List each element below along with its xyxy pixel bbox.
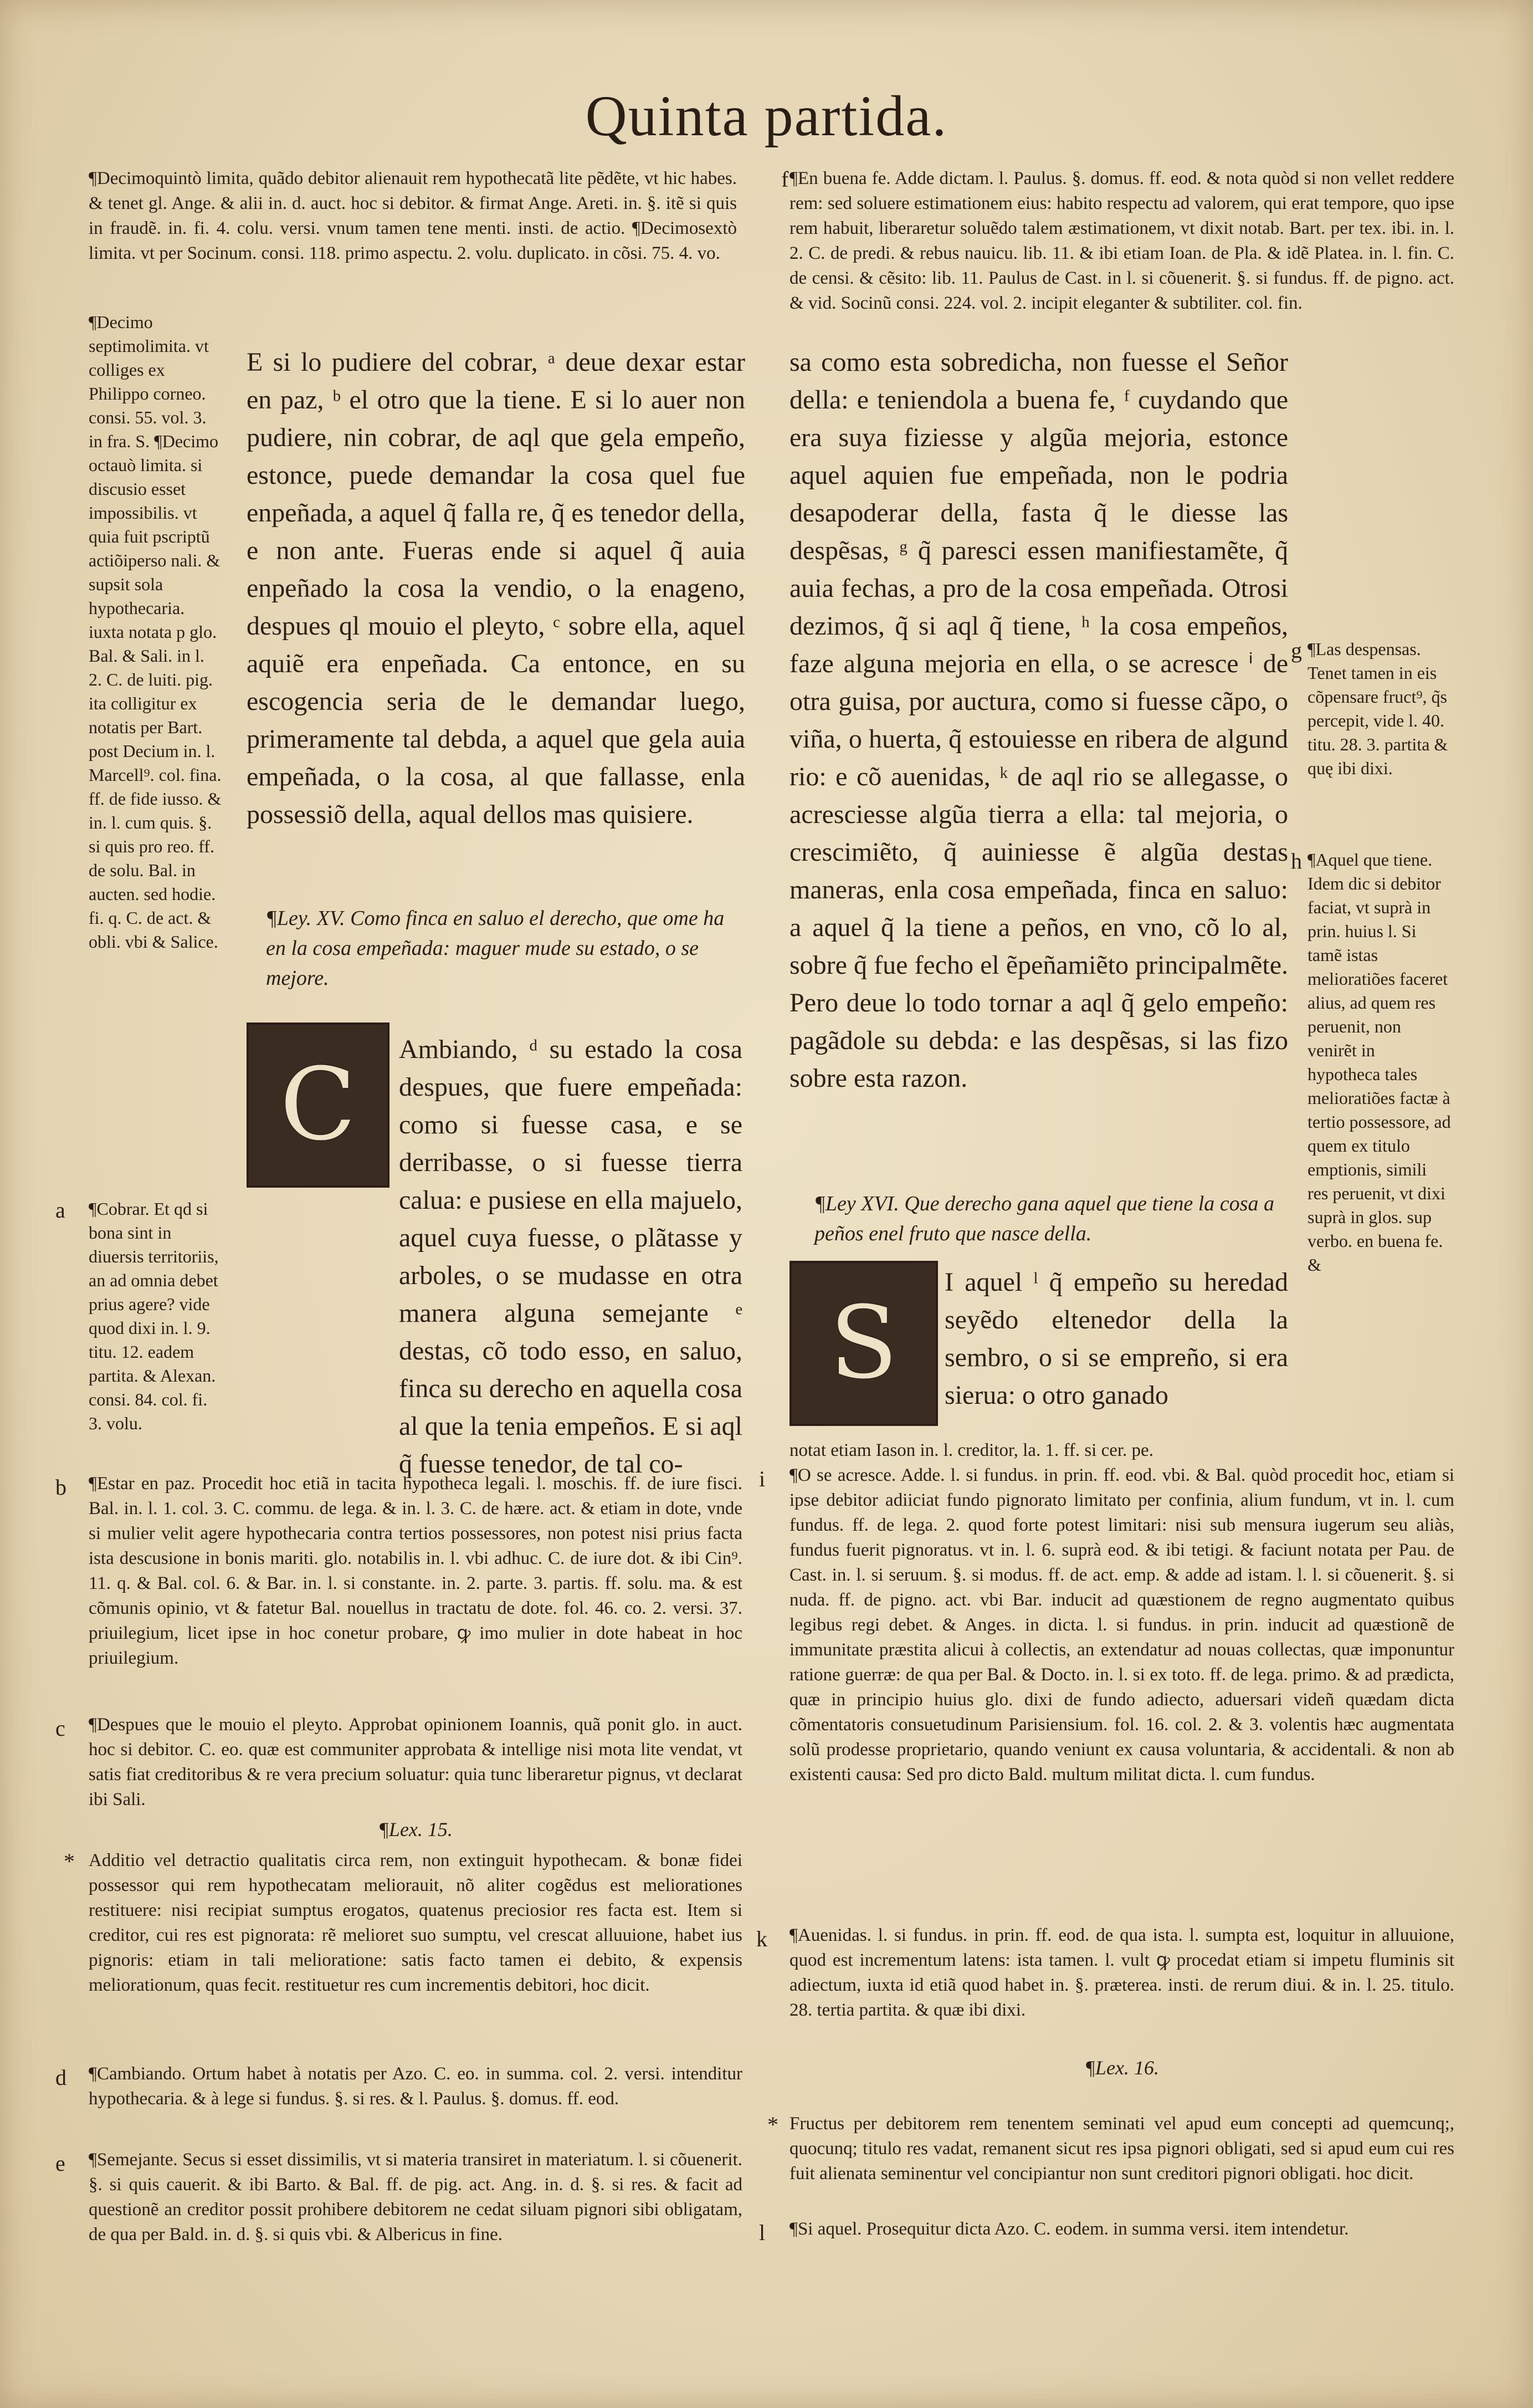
drop-cap-s: S <box>789 1261 938 1426</box>
right-bottom-gloss-k: ¶Auenidas. l. si fundus. in prin. ff. eod. de qua ista. l. sumpta est, loquitur in alluuione, quod est incrementum latens: ista tamen. l. vult ꝙ procedat etiam si impetu fluminis sit adiectum, iuxta id etiã quod habet in. §. præterea. insti. de rerum diui. & in. l. 25. titulo. 28. tertia partita. & quæ ibi dixi. <box>789 1925 1454 2020</box>
gloss-letter-b: b <box>55 1475 66 1500</box>
right-margin-gloss-h: ¶Aquel que tiene. Idem dic si debitor faciat, vt suprà in prin. huius l. Si tamẽ istas melioratiões faceret alius, ad quem res peruenit, non venirẽt in hypotheca tales melioratiões factæ à tertio possessore, ad quem ex titulo emptionis, simili res peruenit, vt dixi suprà in glos. sup verbo. en buena fe. & <box>1308 850 1451 1275</box>
right-bottom-gloss-i: ¶O se acresce. Adde. l. si fundus. in prin. ff. eod. vbi. & Bal. quòd procedit hoc, etiam si ipse debitor adiiciat fundo pignorato limitato per confinia, alium fundum, vt in. l. cum fundus. ff. de lega. 2. quod forte potest limitari: nisi sub mensura iugerum seu aliàs, fundus fuerit pignoratus. vt in. l. 6. suprà eod. & ibi tetigi. & faciunt notata per Pau. de Cast. in. l. si seruum. §. si modus. ff. de act. emp. & adde ad istam. l. l. si cõuenerit. §. si nuda. ff. de pigno. act. vbi Bar. inducit ad quæstionem de regno augmentato quibus legibus regi debet. & Anges. in dicta. l. si fundus. in prin. inducit ad quæstionẽ de immunitate præstita alicui à collectis, an extendatur ad nouas collectas, quæ imponuntur ratione guerræ: de qua per Bal. & Docto. in. l. si ex toto. ff. de lega. primo. & ad prædicta, quæ in principio huius glo. dixi de fundo adiecto, aduersari videñ quædam dicta cõmentatoris consuetudinum Parisiensium. fol. 16. col. 2. & 3. volentis hæc augmentata solũ prodesse proprietario, quando veniunt ex causa voluntaria, & accidentali. & non ab existenti causa: Sed pro dicto Bald. multum militat dicta. l. cum fundus. <box>789 1465 1454 1785</box>
left-bottom-gloss-b: ¶Estar en paz. Procedit hoc etiã in tacita hypotheca legali. l. moschis. ff. de iure fisci. Bal. in. l. 1. col. 3. C. commu. de lega. & in. l. 3. C. de hære. act. & etiam in dote, vnde si mulier velit agere hypothecaria contra tertios possessores, non potest nisi prius facta ista descusione in bonis mariti. glo. notabilis in. l. vbi adhuc. C. de iure dot. & ibi Cin⁹. 11. q. & Bal. col. 6. & Bar. in. l. si constante. in. 2. parte. 3. partis. ff. solu. ma. & est cõmunis opinio, vt & fatetur Bal. nouellus in tractatu de dote. fol. 46. co. 2. versi. 37. priuilegium, licet ipse in hoc conetur probare, ꝙ imo mulier in dote habeat in hoc priuilegium. <box>89 1474 742 1668</box>
right-bottom-gloss-l: ¶Si aquel. Prosequitur dicta Azo. C. eodem. in summa versi. item intendetur. <box>789 2219 1349 2239</box>
right-main-text-2: I aquel ˡ q̃ empeño su heredad seyẽdo eltenedor della la sembro, o si se empreño, si era sierua: o otro ganado <box>945 1267 1288 1410</box>
gloss-letter-a: a <box>55 1198 65 1223</box>
left-main-text-1: E si lo pudiere del cobrar, ᵃ deue dexar estar en paz, ᵇ el otro que la tiene. E si lo auer non pudiere, nin cobrar, de aql que gela empeño, estonce, puede demandar la cosa quel fue enpeñada, a aquel q̃ falla re, q̃ es tenedor della, e non ante. Fueras ende si aquel q̃ auia enpeñado la cosa la vendio, o la enageno, despues ql mouio el pleyto, ᶜ sobre ella, aquel aquiẽ era enpeñada. Ca entonce, en su escogencia seria de le demandar luego, primeramente tal debda, a aquel que gela auia empeñada, o la cosa, al que fallasse, enla possessiõ della, aqual dellos mas quisiere. <box>247 347 745 829</box>
right-continuation-line: notat etiam Iason in. l. creditor, la. 1. ff. si cer. pe. <box>789 1440 1153 1460</box>
gloss-star-right: * <box>767 2112 778 2137</box>
right-bottom-gloss-star: Fructus per debitorem rem tenentem seminati vel apud eum concepti ad quemcunq;, quocunq; titulo res vadat, remanent sicut res ipsa pignori obligati, sed si apud eum cui res fuit alienata seminentur vel concipiantur non sunt creditori pignori obligati. hoc dicit. <box>789 2114 1454 2184</box>
left-top-gloss: ¶Decimoquintò limita, quãdo debitor alienauit rem hypothecatã lite pẽdẽte, vt hic habes. & tenet gl. Ange. & alii in. d. auct. hoc si debitor. & firmat Ange. Areti. in. §. itẽ si quis in fraudẽ. in. fi. 4. colu. versi. vnum tamen tene menti. insti. de actio. ¶Decimosextò limita. vt per Socinum. consi. 118. primo aspectu. 2. volu. duplicato. in cõsi. 75. 4. vo. <box>89 168 737 263</box>
left-margin-gloss: ¶Decimo septimolimita. vt colliges ex Philippo corneo. consi. 55. vol. 3. in fra. S. ¶Decimo octauò limita. si discusio esset impossibilis. vt quia fuit pscriptũ actiõiperso nali. & supsit sola hypothecaria. iuxta notata p glo. Bal. & Sali. in l. 2. C. de luiti. pig. ita colligitur ex notatis per Bart. post Decium in. l. Marcell⁹. col. fina. ff. de fide iusso. & in. l. cum quis. §. si quis pro reo. ff. de solu. Bal. in aucten. sed hodie. fi. q. C. de act. & obli. vbi & Salice. <box>89 312 222 952</box>
left-bottom-gloss-c: ¶Despues que le mouio el pleyto. Approbat opinionem Ioannis, quã ponit glo. in auct. hoc si debitor. C. eo. quæ est communiter approbata & intellige nisi mota lite vendat, vt satis fiat creditoribus & re vera precium soluatur: quia tunc liberaretur pignus, vt declarat ibi Sali. <box>89 1715 742 1809</box>
gloss-letter-e: e <box>55 2151 65 2176</box>
gloss-star-left: * <box>64 1849 75 1874</box>
left-margin-gloss-a: ¶Cobrar. Et qd si bona sint in diuersis territoriis, an ad omnia debet prius agere? vide quod dixi in. l. 9. titu. 12. eadem partita. & Alexan. consi. 84. col. fi. 3. volu. <box>89 1199 219 1433</box>
left-bottom-gloss-d: ¶Cambiando. Ortum habet à notatis per Azo. C. eo. in summa. col. 2. versi. intenditur hypothecaria. & à lege si fundus. §. si res. & l. Paulus. §. domus. ff. eod. <box>89 2064 742 2109</box>
page-title: Quinta partida. <box>585 84 948 148</box>
gloss-letter-f: f <box>781 167 789 192</box>
left-bottom-gloss-star: Additio vel detractio qualitatis circa rem, non extinguit hypothecam. & bonæ fidei possessor qui rem hypothecatam meliorauit, nõ aliter cogẽdus est meliorationes restituere: nisi recipiat sumptus erogatos, quatenus preciosior res facta est. Item si creditor, cui res est pignorata: rẽ melioret suo sumptu, vel crescat alluuione, habet ius pignoris: etiam in tali melioratione: satis facto tamen ei debito, & expensis meliorationum, quas fecit. restituetur res cum incrementis debitori, hoc dicit. <box>89 1850 742 1995</box>
gloss-letter-h: h <box>1291 848 1302 873</box>
ley-xv-heading: ¶Ley. XV. Como finca en saluo el derecho, que ome ha en la cosa empeñada: maguer mude su estado, o se mejore. <box>266 907 725 990</box>
gloss-letter-c: c <box>55 1716 65 1741</box>
right-main-text-1: sa como esta sobredicha, non fuesse el Señor della: e teniendola a buena fe, ᶠ cuydando que era suya fiziesse y algũa mejoria, estonce aquel aquien fue empeñada, non le podria desapoderar della, fasta q̃ le diesse las despẽsas, ᵍ q̃ paresci essen manifiestamẽte, q̃ auia fechas, a pro de la cosa empeñada. Otrosi dezimos, q̃ si aql q̃ tiene, ʰ la cosa empeños, faze alguna mejoria en ella, o se acresce ⁱ de otra guisa, por auctura, como si fuesse cãpo, o viña, o huerta, q̃ estouiesse en ribera de algund rio: e cõ auenidas, ᵏ de aql rio se allegasse, o acresciesse algũa tierra a ella: tal mejoria, o crescimiẽto, q̃ auiniesse ẽ algũa destas maneras, enla cosa empeñada, finca en saluo: a aquel q̃ la tiene a peños, en vno, cõ lo al, sobre q̃ fue fecho el ẽpeñamiẽto principalmẽte. Pero deue lo todo tornar a aql q̃ gelo empeño: pagãdole su debda: e las despẽsas, si las fizo sobre esta razon. <box>789 347 1288 1093</box>
gloss-letter-g: g <box>1291 638 1302 663</box>
ley-xvi-heading: ¶Ley XVI. Que derecho gana aquel que tiene la cosa a peños enel fruto que nasce della. <box>814 1192 1274 1245</box>
gloss-letter-l: l <box>759 2220 766 2245</box>
right-margin-gloss-g: ¶Las despensas. Tenet tamen in eis cõpensare fruct⁹, q̃s percepit, vide l. 40. titu. 28. 3. partita & quę ibi dixi. <box>1308 639 1448 778</box>
lex-16-marker: ¶Lex. 16. <box>1085 2057 1159 2079</box>
lex-15-marker: ¶Lex. 15. <box>378 1818 453 1840</box>
right-top-gloss-f: ¶En buena fe. Adde dictam. l. Paulus. §. domus. ff. eod. & nota quòd si non vellet reddere rem: sed soluere estimationem eius: habito respectu ad valorem, qui erat tempore, quo ipse rem habuit, liberaretur soluẽdo talem æstimationem, vt dixit notab. Bart. per tex. ibi. in. l. 2. C. de predi. & rebus nauicu. lib. 11. & ibi etiam Ioan. de Pla. & idẽ Platea. in. l. fin. C. de censi. & cẽsito: lib. 11. Paulus de Cast. in l. si cõuenerit. §. si fundus. ff. de pigno. act. & vid. Socinũ consi. 224. vol. 2. incipit eleganter & subtiliter. col. fin. <box>789 168 1454 313</box>
drop-cap-c: C <box>247 1022 389 1188</box>
gloss-letter-i: i <box>759 1466 766 1491</box>
gloss-letter-d: d <box>55 2065 66 2090</box>
left-bottom-gloss-e: ¶Semejante. Secus si esset dissimilis, vt si materia transiret in materiatum. l. si cõuenerit. §. si quis cauerit. & ibi Barto. & Bal. ff. de pig. act. Ang. in. d. §. si res. & facit ad questionẽ an creditor possit prohibere debitorem ne cedat siluam pignori sibi obligatam, de qua per Bald. in. d. §. si quis vbi. & Albericus in fine. <box>89 2150 742 2245</box>
left-main-text-2: Ambiando, ᵈ su estado la cosa despues, que fuere empeñada: como si fuesse casa, e se derribasse, o si fuesse tierra calua: e pusiese en ella majuelo, aquel cuya fuesse, o plãtasse y arboles, o se mudasse en otra manera alguna semejante ᵉ destas, cõ todo esso, en saluo, finca su derecho en aquella cosa al que la tenia empeños. E si aql q̃ fuesse tenedor, de tal co- <box>399 1035 742 1479</box>
gloss-letter-k: k <box>756 1926 767 1951</box>
